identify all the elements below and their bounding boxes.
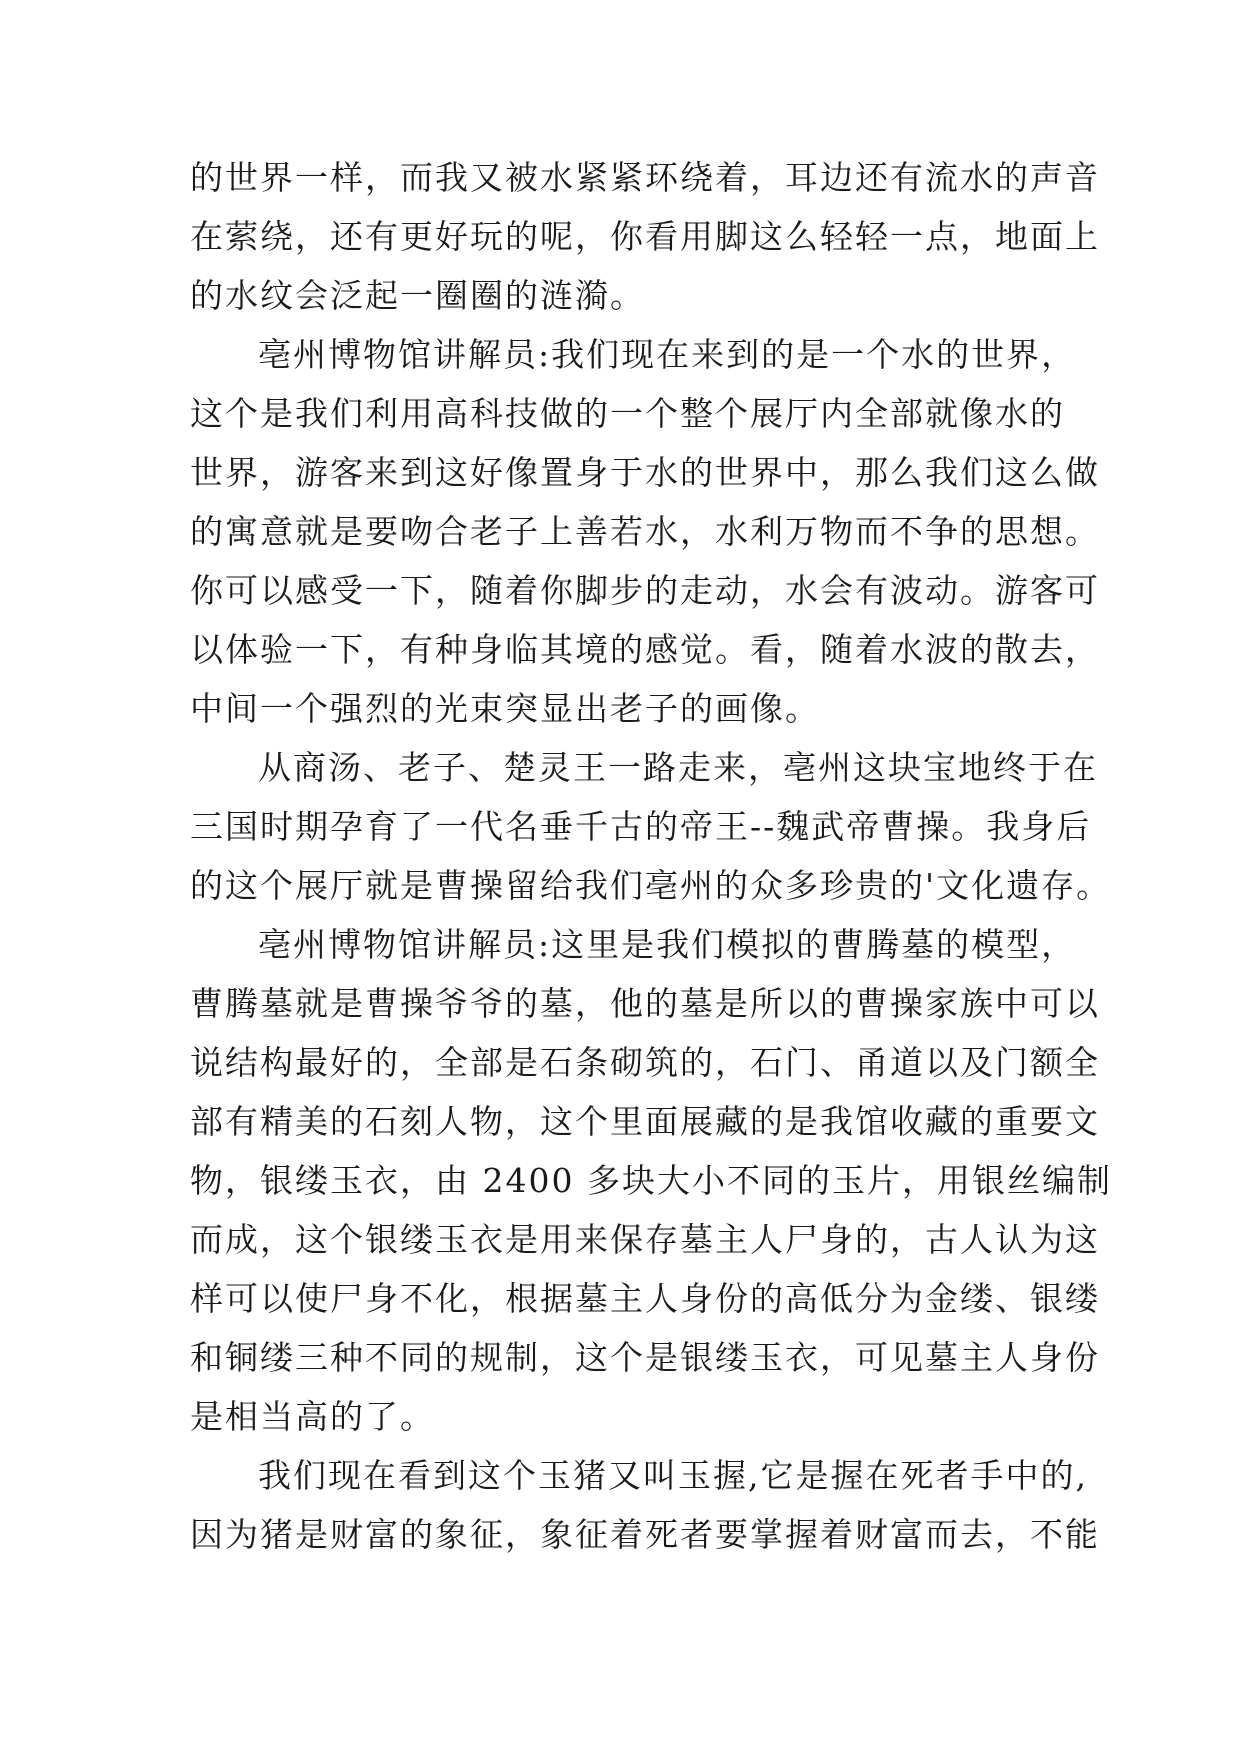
- text-line: 中间一个强烈的光束突显出老子的画像。: [190, 689, 820, 728]
- text-line: 的世界一样，而我又被水紧紧环绕着，耳边还有流水的声音: [190, 158, 1100, 197]
- text-line: 以体验一下，有种身临其境的感觉。看，随着水波的散去，: [190, 630, 1100, 669]
- text-line: 世界，游客来到这好像置身于水的世界中，那么我们这么做: [190, 453, 1100, 492]
- text-line: 我们现在看到这个玉猪又叫玉握,它是握在死者手中的,: [258, 1456, 1088, 1495]
- paragraph-4: [190, 915, 1112, 1446]
- text-line: 是相当高的了。: [190, 1397, 435, 1436]
- text-line: 样可以使尸身不化，根据墓主人身份的高低分为金缕、银缕: [190, 1279, 1100, 1318]
- text-line: 的水纹会泛起一圈圈的涟漪。: [190, 276, 645, 315]
- text-line: 和铜缕三种不同的规制，这个是银缕玉衣，可见墓主人身份: [190, 1338, 1100, 1377]
- paragraph-1: [190, 148, 1100, 325]
- text-line: 亳州博物馆讲解员:我们现在来到的是一个水的世界，: [258, 335, 1077, 374]
- text-line: 的这个展厅就是曹操留给我们亳州的众多珍贵的'文化遗存。: [190, 866, 1112, 905]
- text-line: 说结构最好的，全部是石条砌筑的，石门、甬道以及门额全: [190, 1043, 1100, 1082]
- text-line: 部有精美的石刻人物，这个里面展藏的是我馆收藏的重要文: [190, 1102, 1100, 1141]
- body-text: [190, 148, 1112, 1564]
- text-line: 的寓意就是要吻合老子上善若水，水利万物而不争的思想。: [190, 512, 1100, 551]
- text-line: 你可以感受一下，随着你脚步的走动，水会有波动。游客可: [190, 571, 1100, 610]
- text-line: 从商汤、老子、楚灵王一路走来，亳州这块宝地终于在: [258, 748, 1098, 787]
- text-line: 曹腾墓就是曹操爷爷的墓，他的墓是所以的曹操家族中可以: [190, 984, 1100, 1023]
- paragraph-2: [190, 325, 1100, 738]
- text-line: 物，银缕玉衣，由 2400 多块大小不同的玉片，用银丝编制: [190, 1161, 1112, 1200]
- text-line: 因为猪是财富的象征，象征着死者要掌握着财富而去，不能: [190, 1515, 1100, 1554]
- text-line: 而成，这个银缕玉衣是用来保存墓主人尸身的，古人认为这: [190, 1220, 1100, 1259]
- text-line: 这个是我们利用高科技做的一个整个展厅内全部就像水的: [190, 394, 1065, 433]
- text-line: 亳州博物馆讲解员:这里是我们模拟的曹腾墓的模型，: [258, 925, 1077, 964]
- text-line: 在萦绕，还有更好玩的呢，你看用脚这么轻轻一点，地面上: [190, 217, 1100, 256]
- paragraph-3: [190, 738, 1112, 915]
- paragraph-5: [190, 1446, 1100, 1564]
- text-line: 三国时期孕育了一代名垂千古的帝王--魏武帝曹操。我身后: [190, 807, 1092, 846]
